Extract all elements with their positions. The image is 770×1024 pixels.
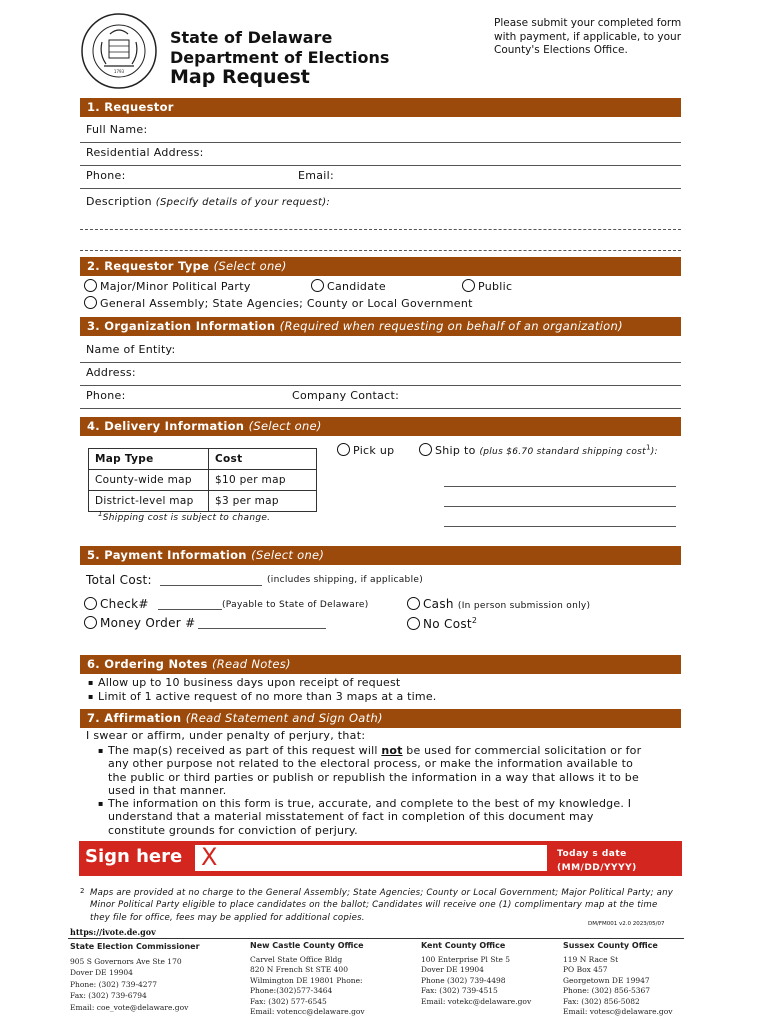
map-cost-table (88, 448, 317, 512)
radio-ship-to[interactable]: Ship to (plus $6.70 standard shipping cost$^1$): (419, 443, 658, 457)
org-phone-contact-row[interactable] (80, 387, 681, 409)
office-new-castle: New Castle County Office Carvel State Office Bldg 820 N French St STE 400 Wilmington DE 19801 Phone: Phone:(302)577-3464 Fax: (302) 577-6545 Email: votencc@delaware.gov (250, 941, 365, 1016)
section-7-header: 7. Affirmation (Read Statement and Sign Oath) (80, 709, 681, 728)
radio-circle-icon (84, 296, 97, 309)
table-header-row (89, 449, 317, 470)
svg-text:1793: 1793 (113, 69, 125, 74)
section-3-header: 3. Organization Information (Required when requesting on behalf of an organization) (80, 317, 681, 336)
section-2-header: 2. Requestor Type (Select one) (80, 257, 681, 276)
radio-political-party[interactable]: Major/Minor Political Party (84, 279, 251, 293)
section-5-header: 5. Payment Information (Select one) (80, 546, 681, 565)
section-1-header: 1. Requestor (80, 98, 681, 117)
full-name-field[interactable]: Full Name: (80, 121, 681, 143)
table-row (89, 470, 317, 491)
total-cost-label: Total Cost: (86, 573, 152, 587)
header-department: Department of Elections (170, 48, 390, 67)
radio-circle-icon (84, 597, 97, 610)
radio-cash[interactable]: Cash (In person submission only) (407, 597, 590, 611)
radio-public[interactable]: Public (462, 279, 512, 293)
radio-check[interactable]: Check# (84, 597, 149, 611)
todays-date-label: Today s date (MM/DD/YYYY) (557, 849, 637, 873)
table-cell: $10 per map (209, 470, 317, 491)
table-cell: $3 per map (209, 491, 317, 512)
list-item: ▪ The information on this form is true, accurate, and complete to the best of my knowledge. I understand that a material misstatement of fact in completion of this document may constitute grounds for conviction of perjury. (98, 797, 643, 837)
website-link[interactable]: https://ivote.de.gov (70, 927, 156, 937)
footnote: 2 Maps are provided at no charge to the General Assembly; State Agencies; County or Local Government; Major Political Party; any Minor Political Party eligible to place candidates on the ballot; Candidates will receive one (1) complimentary map at the time they file for office, fees may be applied for additional copies. (80, 887, 674, 923)
list-item: ▪ The map(s) received as part of this request will not be used for commercial solicitation or for any other purpose not related to the electoral process, or make the information available to the public or third parties or publish or republish the information in a way that allows it to be used in that manner. (98, 744, 643, 797)
email-label: Email: (298, 169, 335, 182)
affirmation-intro: I swear or affirm, under penalty of perjury, that: (86, 729, 366, 742)
radio-circle-icon (311, 279, 324, 292)
shipping-note: $^1$Shipping cost is subject to change. (98, 510, 271, 523)
check-number-input[interactable] (158, 609, 222, 610)
table-cell: District-level map (89, 491, 209, 512)
submission-note: Please submit your completed form with payment, if applicable, to your County's Elections Office. (494, 17, 682, 56)
table-cell: County-wide map (89, 470, 209, 491)
ordering-notes-list (88, 676, 436, 704)
header-agency (170, 28, 389, 68)
sign-x-mark: X (201, 843, 218, 871)
radio-government[interactable]: General Assembly; State Agencies; County or Local Government (84, 296, 473, 310)
total-cost-input[interactable] (160, 585, 262, 586)
radio-money-order[interactable]: Money Order # (84, 616, 195, 630)
radio-circle-icon (407, 597, 420, 610)
radio-candidate[interactable]: Candidate (311, 279, 386, 293)
header-state: State of Delaware (170, 28, 333, 47)
office-kent: Kent County Office 100 Enterprise Pl Ste 5 Dover DE 19904 Phone (302) 739-4498 Fax: (302) 739-4515 Email: votekc@delaware.gov (421, 941, 532, 1006)
description-line-1[interactable] (80, 229, 681, 230)
check-hint: (Payable to State of Delaware) (222, 600, 369, 610)
form-id: DM/FM001 v2.0 2023/05/07 (588, 921, 665, 927)
entity-name-field[interactable]: Name of Entity: (80, 341, 681, 363)
signature-bar (79, 841, 682, 876)
total-cost-hint: (includes shipping, if applicable) (267, 575, 424, 585)
affirmation-list (98, 744, 643, 837)
footer-divider (68, 938, 684, 939)
ship-address-line-2[interactable] (444, 506, 676, 507)
residential-address-field[interactable]: Residential Address: (80, 144, 681, 166)
radio-circle-icon (407, 617, 420, 630)
radio-pickup[interactable]: Pick up (337, 443, 394, 457)
description-label: Description (Specify details of your request): (86, 195, 331, 208)
section-4-header: 4. Delivery Information (Select one) (80, 417, 681, 436)
radio-circle-icon (337, 443, 350, 456)
ship-address-line-3[interactable] (444, 526, 676, 527)
radio-circle-icon (84, 616, 97, 629)
radio-circle-icon (84, 279, 97, 292)
office-state-commissioner: State Election Commissioner 905 S Governors Ave Ste 170 Dover DE 19904 Phone: (302) 739-4277 Fax: (302) 739-6794 Email: coe_vote@delaware.gov (70, 942, 200, 1012)
office-sussex: Sussex County Office 119 N Race St PO Box 457 Georgetown DE 19947 Phone: (302) 856-5367 Fax: (302) 856-5082 Email: votesc@delaware.gov (563, 941, 673, 1016)
table-header: Map Type (89, 449, 209, 470)
section-6-header: 6. Ordering Notes (Read Notes) (80, 655, 681, 674)
radio-no-cost[interactable]: No Cost$^2$ (407, 616, 477, 631)
money-order-input[interactable] (198, 628, 326, 629)
table-row (89, 491, 317, 512)
org-address-field[interactable]: Address: (80, 364, 681, 386)
table-header: Cost (209, 449, 317, 470)
org-phone-label: Phone: (86, 389, 126, 402)
sign-here-label: Sign here (85, 846, 183, 867)
radio-circle-icon (419, 443, 432, 456)
phone-email-row[interactable] (80, 167, 681, 189)
company-contact-label: Company Contact: (292, 389, 400, 402)
state-seal (80, 12, 158, 90)
ship-address-line-1[interactable] (444, 486, 676, 487)
description-line-2[interactable] (80, 250, 681, 251)
radio-circle-icon (462, 279, 475, 292)
page-title: Map Request (170, 66, 310, 88)
signature-field[interactable] (195, 845, 547, 871)
list-item: ▪ Limit of 1 active request of no more than 3 maps at a time. (88, 690, 436, 704)
phone-label: Phone: (86, 169, 126, 182)
list-item: ▪ Allow up to 10 business days upon receipt of request (88, 676, 436, 690)
